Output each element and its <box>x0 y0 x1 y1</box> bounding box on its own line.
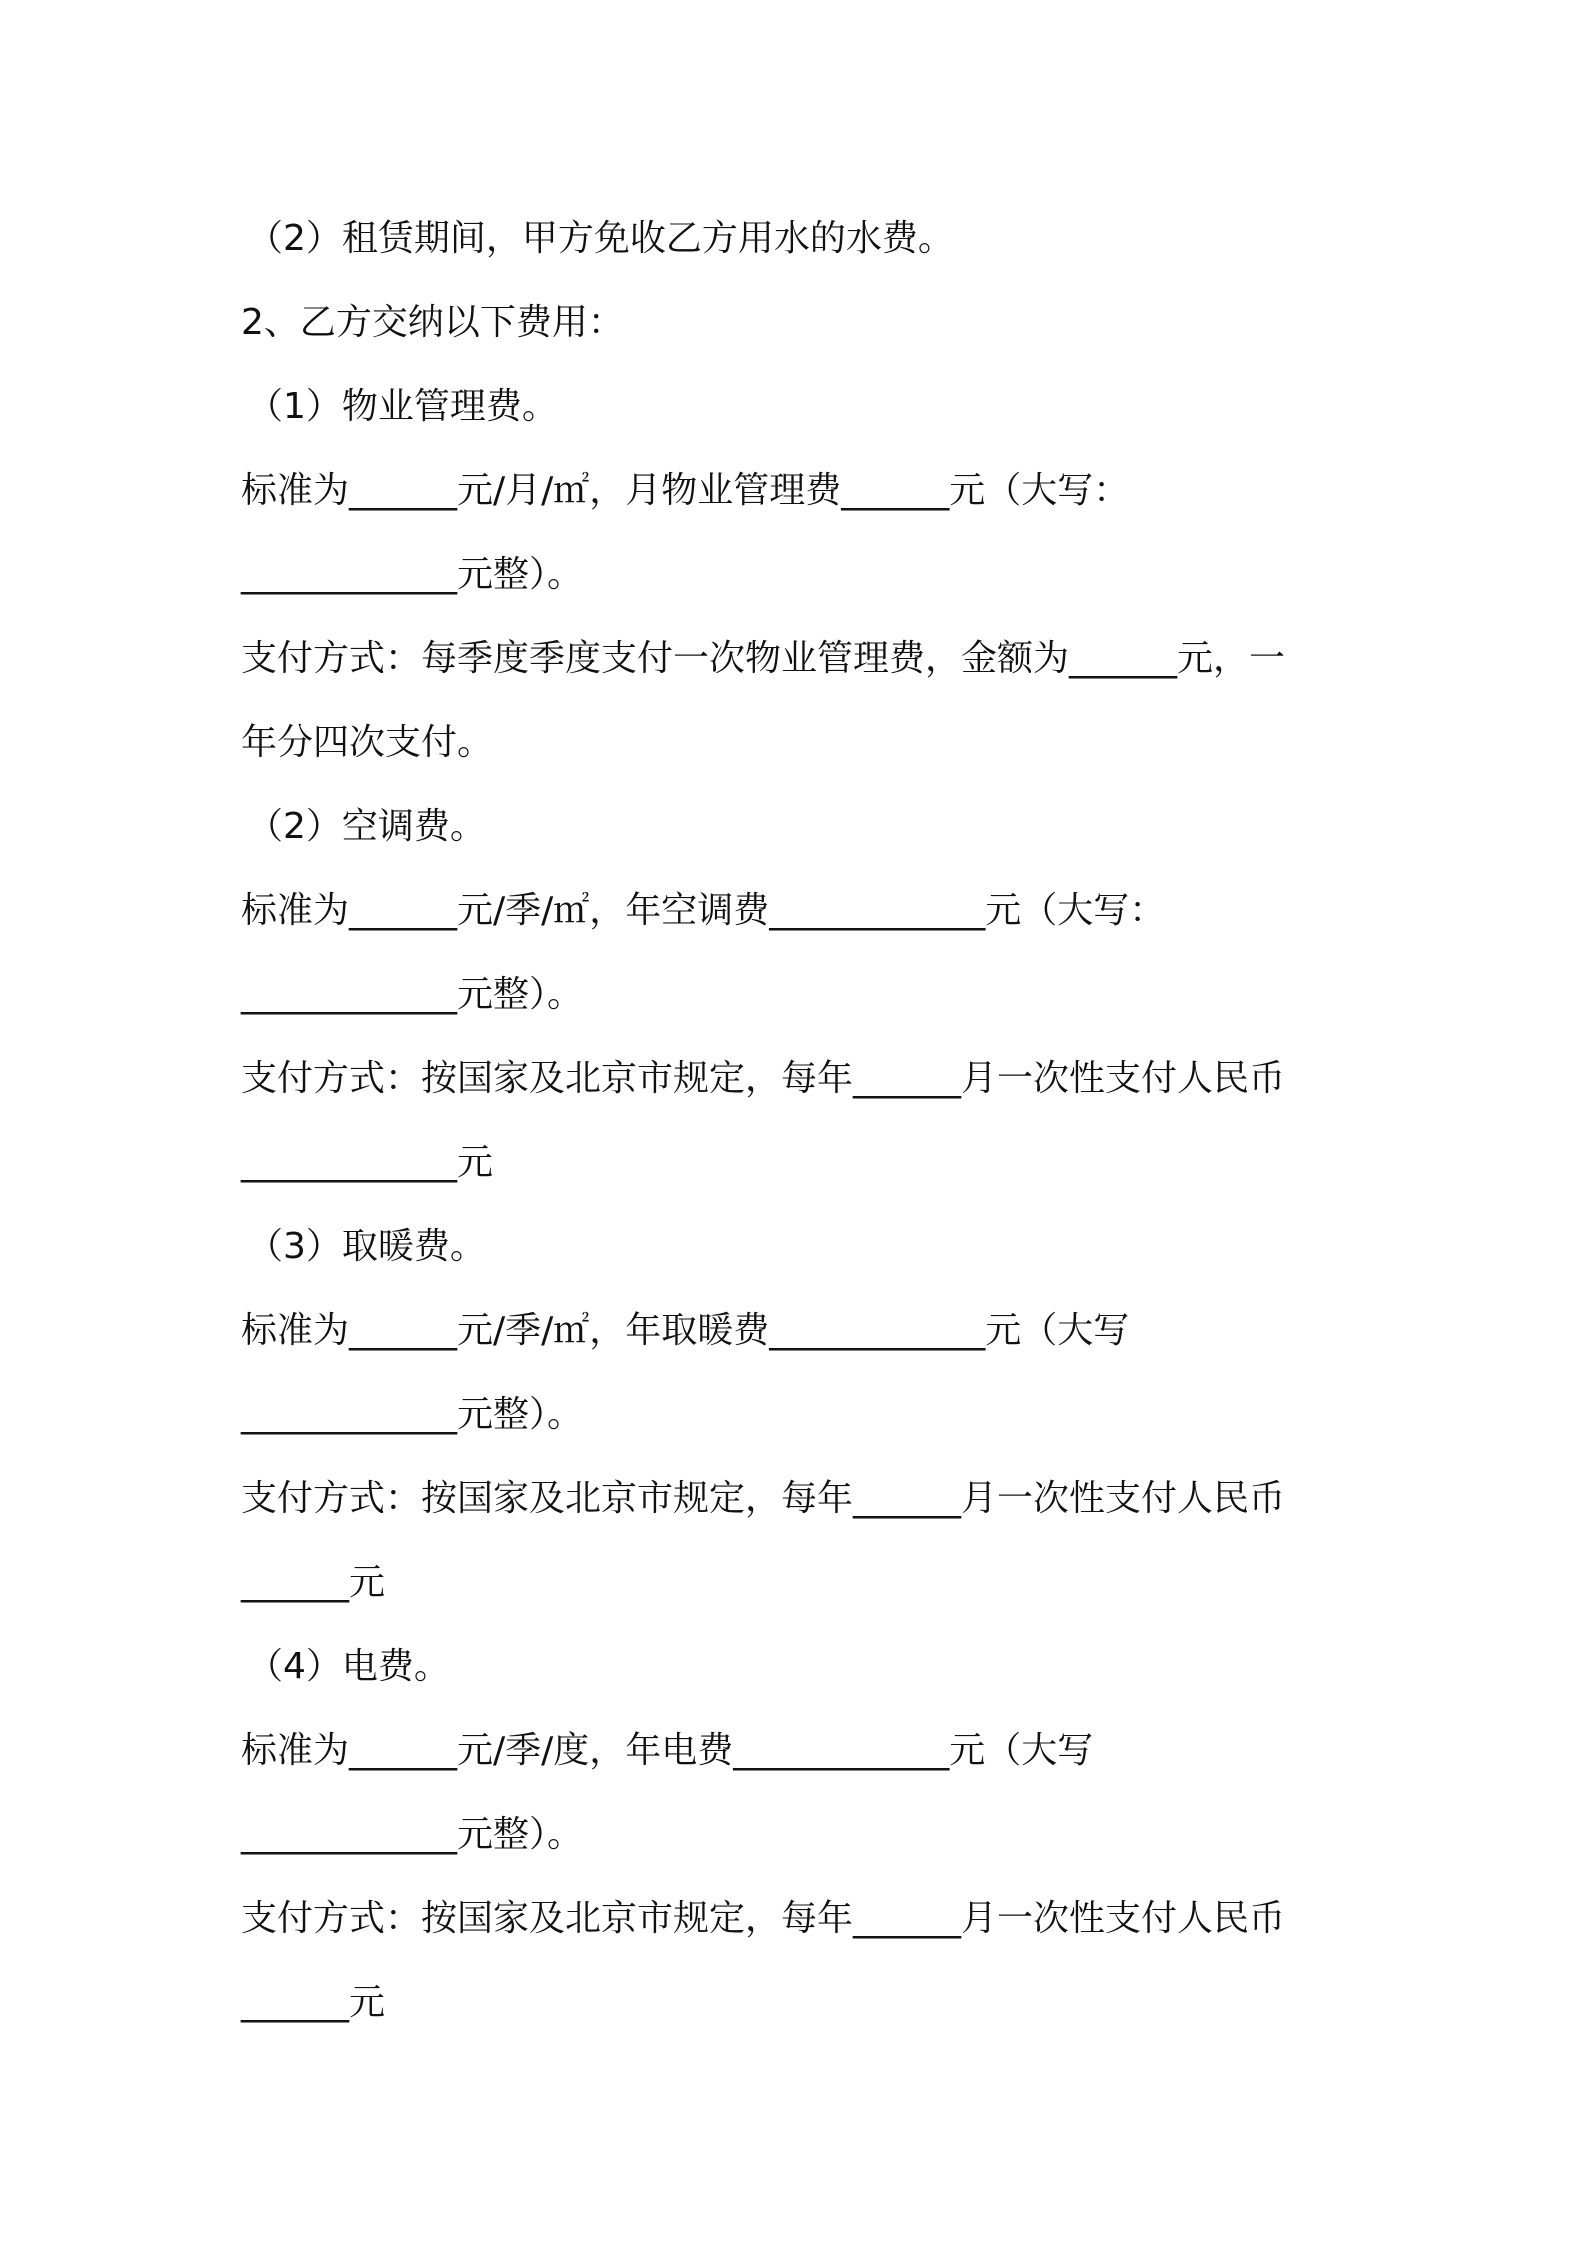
property-management-standard: 标准为______元/月/㎡，月物业管理费______元（大写： <box>241 470 1130 511</box>
air-conditioning-standard: 标准为______元/季/㎡，年空调费____________元（大写： <box>241 890 1166 931</box>
heating-payment-method: 支付方式：按国家及北京市规定，每年______月一次性支付人民币 <box>241 1478 1286 1519</box>
heating-standard: 标准为______元/季/㎡，年取暖费____________元（大写 <box>241 1310 1130 1351</box>
property-management-payment-method-cont: 年分四次支付。 <box>241 722 494 763</box>
item-electricity-heading: （4）电费。 <box>247 1646 450 1687</box>
air-conditioning-payment-amount: ____________元 <box>241 1142 494 1183</box>
electricity-payment-method: 支付方式：按国家及北京市规定，每年______月一次性支付人民币 <box>241 1898 1286 1939</box>
section-tenant-fees-heading: 2、乙方交纳以下费用： <box>241 302 624 343</box>
item-air-conditioning-heading: （2）空调费。 <box>247 806 486 847</box>
property-management-amount-words: ____________元整）。 <box>241 554 584 595</box>
air-conditioning-amount-words: ____________元整）。 <box>241 974 584 1015</box>
item-heating-heading: （3）取暖费。 <box>247 1226 486 1267</box>
air-conditioning-payment-method: 支付方式：按国家及北京市规定，每年______月一次性支付人民币 <box>241 1058 1286 1099</box>
item-property-management-heading: （1）物业管理费。 <box>247 386 558 427</box>
electricity-payment-amount: ______元 <box>241 1982 386 2023</box>
heating-payment-amount: ______元 <box>241 1562 386 1603</box>
clause-water-fee-waiver: （2）租赁期间，甲方免收乙方用水的水费。 <box>247 218 954 259</box>
electricity-amount-words: ____________元整）。 <box>241 1814 584 1855</box>
property-management-payment-method: 支付方式：每季度季度支付一次物业管理费，金额为______元，一 <box>241 638 1286 679</box>
heating-amount-words: ____________元整）。 <box>241 1394 584 1435</box>
electricity-standard: 标准为______元/季/度，年电费____________元（大写 <box>241 1730 1094 1771</box>
document-body <box>241 197 1351 2045</box>
